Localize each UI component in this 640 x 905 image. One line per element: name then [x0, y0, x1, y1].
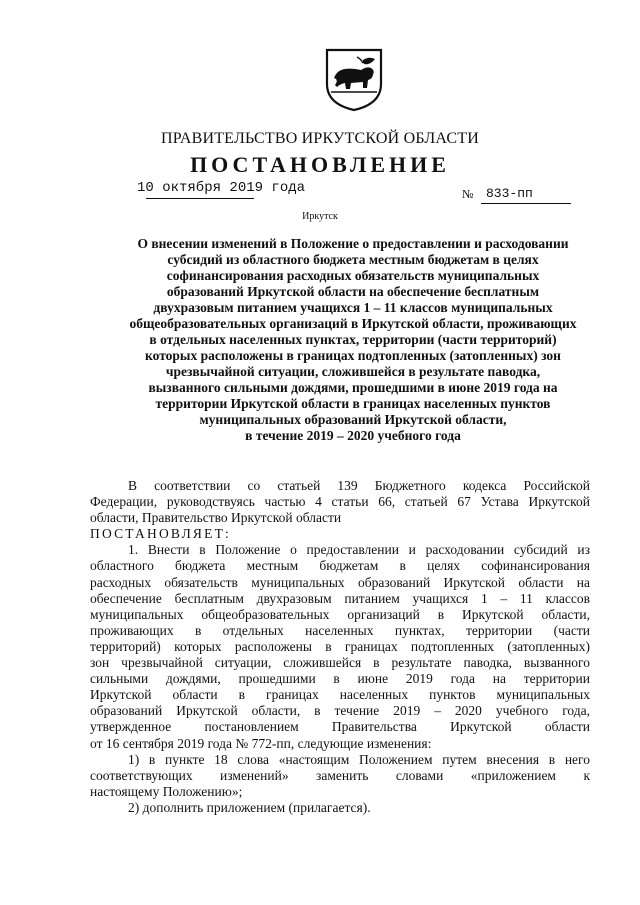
document-title: [122, 236, 584, 444]
document-date: 10 октября 2019 года: [137, 180, 306, 196]
item-1-line: муниципальных общеобразовательных организаций в Иркутской области,: [90, 606, 590, 622]
title-line: муниципальных образований Иркутской области,: [199, 412, 507, 427]
title-line: которых расположены в границах подтопленных (затопленных) зон: [145, 348, 561, 363]
item-1-line: проживающих в отдельных населенных пунктах, территории (части: [90, 622, 590, 638]
title-line: образований Иркутской области на обеспечение бесплатным: [166, 284, 540, 299]
number-underline: [481, 203, 571, 204]
number-sign: №: [462, 187, 474, 201]
irkutsk-coat-of-arms-icon: [323, 48, 385, 112]
title-line: чрезвычайной ситуации, сложившейся в результате паводка,: [165, 364, 541, 379]
item-1-line: зон чрезвычайной ситуации, сложившейся в результате паводка, вызванного: [90, 655, 590, 671]
document-city: Иркутск: [302, 211, 338, 222]
preamble-line: области, Правительство Иркутской области: [90, 510, 342, 526]
title-line: софинансирования расходных обязательств муниципальных: [166, 268, 540, 283]
title-line: субсидий из областного бюджета местным бюджетам в целях: [167, 252, 539, 267]
item-1-line: утвержденное постановлением Правительства Иркутской области: [90, 719, 590, 735]
document-body: [90, 478, 590, 816]
item-1-line: территорий) которых расположены в границах подтопленных (затопленных): [90, 638, 590, 654]
decree-word: ПОСТАНОВЛЯЕТ:: [90, 526, 231, 542]
preamble-line: В соответствии со статьей 139 Бюджетного кодекса Российской: [128, 478, 590, 493]
item-1-line: областного бюджета местным бюджетам в целях софинансирования: [90, 558, 590, 574]
subitem-1-line: соответствующих изменений» заменить словами «приложением к: [90, 767, 590, 783]
item-1-line: сильными дождями, прошедшими в июне 2019 года на территории: [90, 671, 590, 687]
item-1-line: Иркутской области в границах населенных пунктов муниципальных: [90, 687, 590, 703]
document-type-heading: ПОСТАНОВЛЕНИЕ: [190, 152, 450, 177]
title-line: двухразовым питанием учащихся 1 – 11 классов муниципальных: [153, 300, 553, 315]
title-line: в течение 2019 – 2020 учебного года: [245, 428, 461, 443]
item-1-line: образований Иркутской области, в течение 2019 – 2020 учебного года,: [90, 703, 590, 719]
item-1-line: от 16 сентября 2019 года № 772-пп, следующие изменения:: [90, 735, 432, 751]
item-1-line: расходных обязательств муниципальных образований Иркутской области на: [90, 574, 590, 590]
subitem-1-line: настоящему Положению»;: [90, 783, 243, 799]
title-line: в отдельных населенных пунктах, территории (части территорий): [149, 332, 557, 347]
item-1-line: 1. Внести в Положение о предоставлении и расходовании субсидий из: [128, 542, 590, 558]
subitem-1-line: 1) в пункте 18 слова «настоящим Положением путем внесения в него: [128, 751, 590, 767]
title-line: вызванного сильными дождями, прошедшими в июне 2019 года на: [148, 380, 558, 395]
title-line: О внесении изменений в Положение о предоставлении и расходовании: [137, 236, 569, 251]
date-underline: [146, 198, 254, 199]
item-1-line: обеспечение бесплатным двухразовым питанием учащихся 1 – 11 классов: [90, 590, 590, 606]
subitem-2-line: 2) дополнить приложением (прилагается).: [128, 799, 371, 815]
government-name: ПРАВИТЕЛЬСТВО ИРКУТСКОЙ ОБЛАСТИ: [161, 130, 479, 147]
title-line: общеобразовательных организаций в Иркутской области, проживающих: [129, 316, 577, 331]
document-number: 833-пп: [486, 186, 533, 201]
preamble-line: Федерации, руководствуясь частью 4 статьи 66, статьей 67 Устава Иркутской: [90, 494, 590, 510]
title-line: территории Иркутской области в границах населенных пунктов: [155, 396, 551, 411]
